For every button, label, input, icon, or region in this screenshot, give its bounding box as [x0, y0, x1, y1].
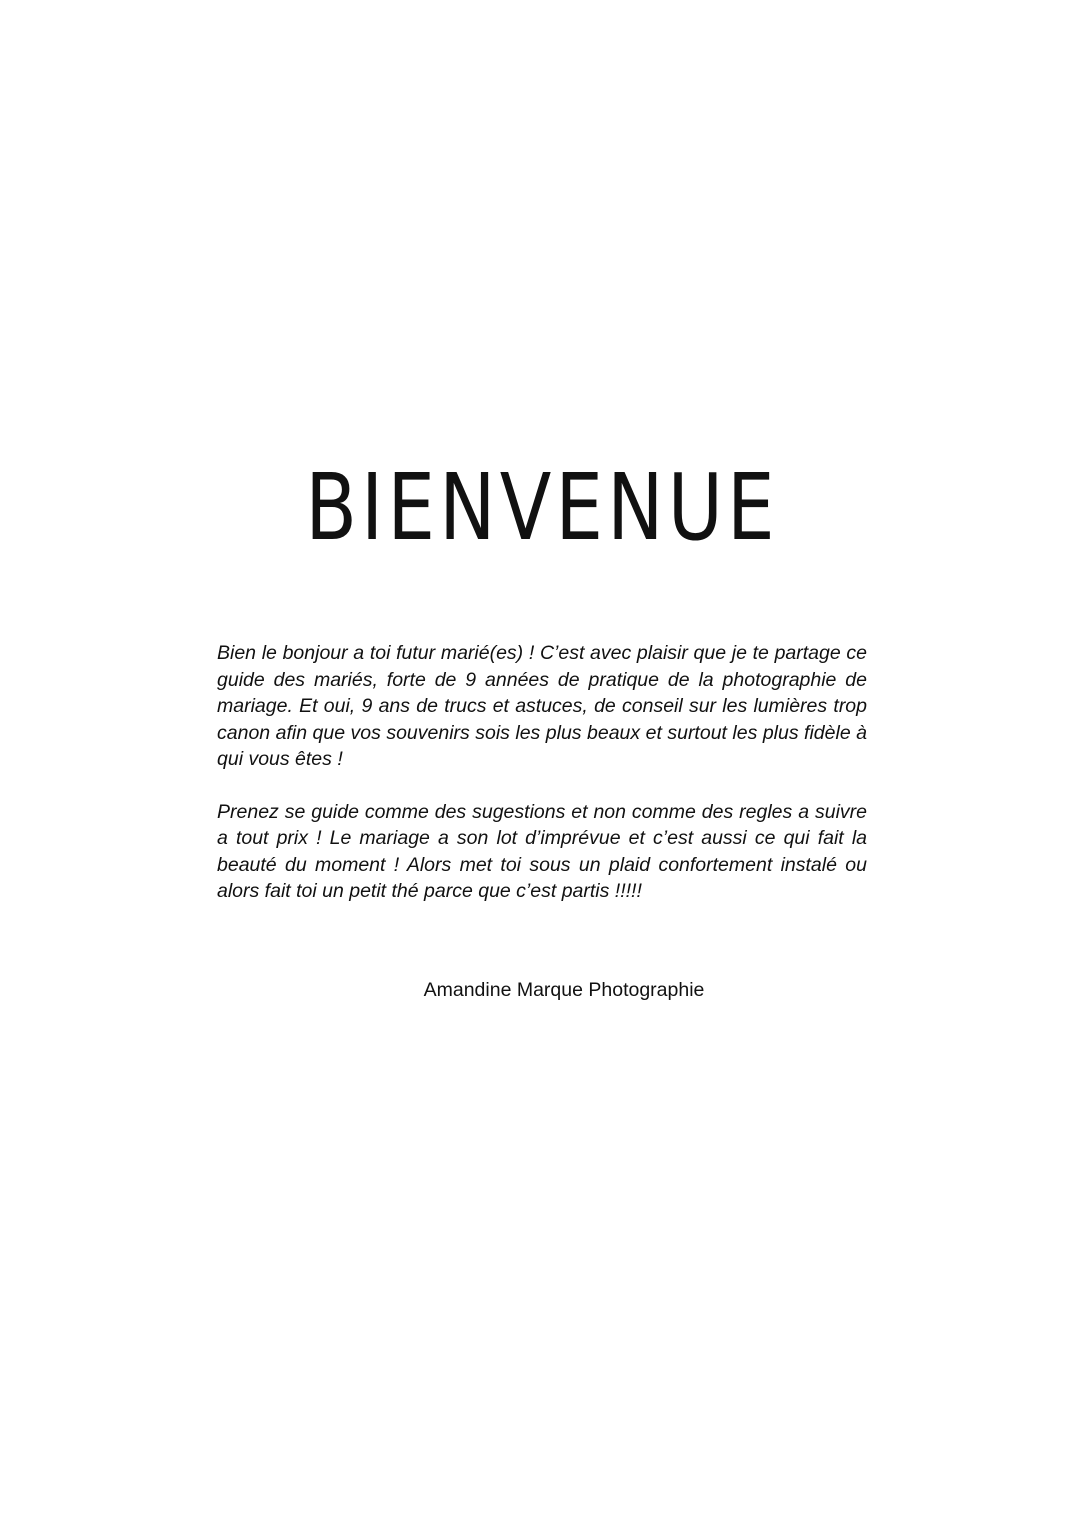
paragraph-intro: Bien le bonjour a toi futur marié(es) ! C’est avec plaisir que je te partage ce guide des mariés, forte de 9 années de pratique de la photographie de mariage. Et oui, 9 ans de trucs et astuces, de conseil sur les lumières trop canon afin que vos souvenirs sois les plus beaux et surtout les plus fidèle à qui vous êtes !: [217, 642, 867, 770]
page-title: BIENVENUE: [305, 454, 779, 561]
welcome-text: [217, 640, 867, 931]
signature: Amandine Marque Photographie: [423, 979, 705, 1001]
paragraph-guide: Prenez se guide comme des sugestions et non comme des regles a suivre a tout prix ! Le mariage a son lot d’imprévue et c’est aussi ce qui fait la beauté du moment ! Alors met toi sous un plaid confortement instalé ou alors fait toi un petit thé parce que c’est partis !!!!!: [217, 800, 867, 902]
